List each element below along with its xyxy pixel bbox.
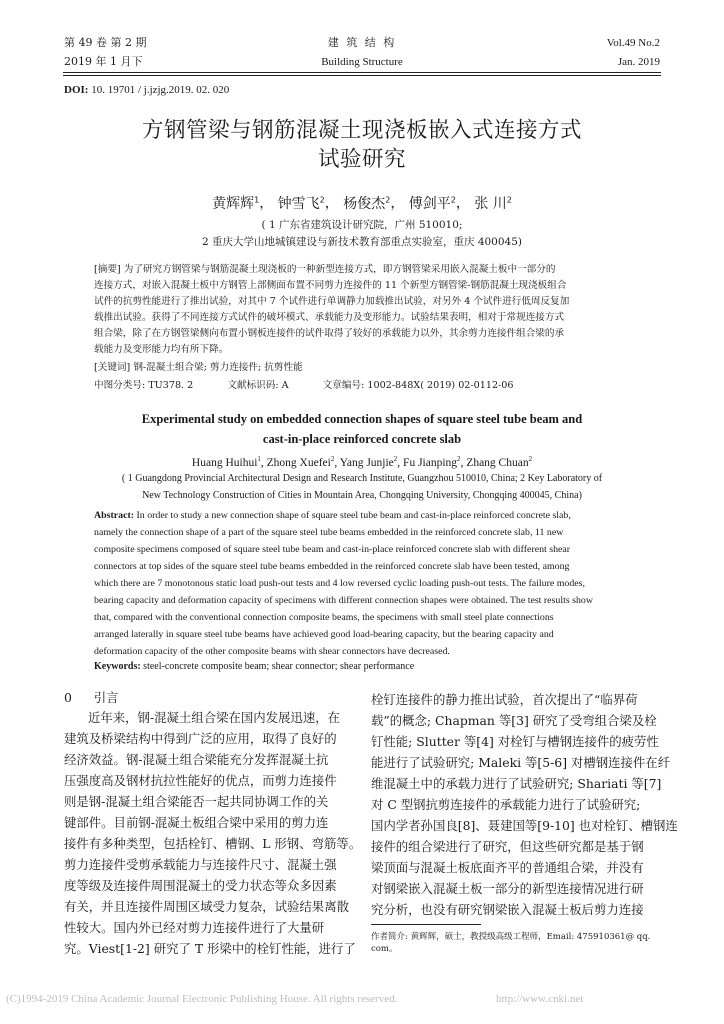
body-line: 建筑及桥梁结构中得到广泛的应用，取得了良好的 <box>64 731 337 746</box>
body-line: 能进行了试验研究; Maleki 等[5-6] 对槽钢连接件在纤 <box>371 755 671 770</box>
issue-date: 2019 年 1 月下 <box>64 55 143 68</box>
affiliation-cn-line2: 2 重庆大学山地城镇建设与新技术教育部重点实验室，重庆 400045) <box>201 236 523 248</box>
abstract-cn-line: 试件的抗剪性能进行了推出试验，对其中 7 个试件进行单调静力加载推出试验，对另外 4 个试件进行低周反复加 <box>94 296 570 307</box>
abstract-en-label: Abstract: <box>94 510 135 521</box>
clc-label: 中图分类号: <box>94 380 146 391</box>
abstract-cn-line: 载推出试验。获得了不同连接方式试件的破坏模式、承载能力及变形能力。试验结果表明，相对于常规连接方式 <box>94 312 565 323</box>
body-line: 有关，并且连接件周围区域受力复杂，试验结果离散 <box>64 899 349 914</box>
author-en: Zhong Xuefei$^2$ <box>266 455 335 469</box>
affiliation-en-line1: ( 1 Guangdong Provincial Architectural Design and Research Institute, Guangzhou 510010, China; 2 Key Laboratory of <box>121 473 603 484</box>
body-line: 压强度高及钢材抗拉性能好的优点，而剪力连接件 <box>64 773 337 788</box>
abstract-en <box>94 507 632 660</box>
body-line: 对钢梁嵌入混凝土板一部分的新型连接情况进行研 <box>371 881 644 896</box>
body-line: 度等级及连接件周围混凝土的受力状态等众多因素 <box>64 878 337 893</box>
abstract-cn-line: 为了研究方钢管梁与钢筋混凝土现浇板的一种新型连接方式，即方钢管梁采用嵌入混凝土板中一部分的 <box>123 264 556 275</box>
keywords-en-label: Keywords: <box>94 661 141 672</box>
body-line: 维混凝土中的承载力进行了试验研究; Shariati 等[7] <box>371 776 662 791</box>
abstract-cn-label: [摘要] <box>94 264 121 275</box>
abstract-en-line: composite specimens composed of square steel tube beam and cast-in-place reinforced concrete slab with different shear <box>94 544 571 555</box>
section-heading-intro <box>64 690 119 706</box>
keywords-cn-text: 钢-混凝土组合梁; 剪力连接件; 抗剪性能 <box>133 362 303 373</box>
footnote <box>371 931 663 955</box>
date-en: Jan. 2019 <box>617 56 660 68</box>
intro-left-column <box>64 707 362 959</box>
footnote-line: 作者简介: 黄辉辉，硕士，教授级高级工程师，Email: 475910361@ qq. <box>371 932 651 942</box>
doi-label: DOI: <box>64 84 89 96</box>
journal-name-cn: 建 筑 结 构 <box>327 36 397 49</box>
authors-en: Huang Huihui$^1$, Zhong Xuefei$^2$, Yang Junjie$^2$, Fu Jianping$^2$, Zhang Chuan$^2$ <box>191 455 533 469</box>
body-line: 究分析，也没有研究钢梁嵌入混凝土板后剪力连接 <box>371 902 644 917</box>
affiliation-cn-line1: ( 1 广东省建筑设计研究院，广州 510010; <box>261 219 463 231</box>
section-title: 引言 <box>93 690 119 705</box>
author-en: Fu Jianping$^2$ <box>403 455 461 469</box>
keywords-en <box>94 659 632 675</box>
authors-cn: 黄辉辉$^1$， 钟雪飞$^2$， 杨俊杰$^2$， 傅剑平$^2$， 张 川$^2$ <box>212 195 512 212</box>
body-line: 则是钢-混凝土组合梁能否一起共同协调工作的关 <box>64 794 329 809</box>
title-cn-line1: 方钢管梁与钢筋混凝土现浇板嵌入式连接方式 <box>141 118 582 143</box>
abstract-cn <box>94 262 632 358</box>
volume-en: Vol.49 No.2 <box>606 37 660 49</box>
keywords-en-text: steel-concrete composite beam; shear connector; shear performance <box>143 661 415 672</box>
author-cn: 张 川$^2$ <box>474 195 512 212</box>
body-line: 剪力连接件受剪承载能力与连接件尺寸、混凝土强 <box>64 857 337 872</box>
author-cn: 杨俊杰$^2$ <box>343 195 391 212</box>
title-cn-line2: 试验研究 <box>317 147 406 172</box>
title-en-line2: cast-in-place reinforced concrete slab <box>262 432 462 446</box>
doc-code-label: 文献标识码: <box>227 380 279 391</box>
author-cn: 钟雪飞$^2$ <box>277 195 325 212</box>
body-line: 近年来，钢-混凝土组合梁在国内发展迅速，在 <box>88 710 340 725</box>
body-line: 接件的组合梁进行了研究，但这些研究都是基于钢 <box>371 839 644 854</box>
article-number-value: 1002-848X( 2019) 02-0112-06 <box>367 380 514 391</box>
footnote-rule <box>371 924 481 925</box>
author-cn: 黄辉辉$^1$ <box>212 195 260 212</box>
author-en: Zhang Chuan$^2$ <box>466 455 533 469</box>
copyright-watermark: (C)1994-2019 China Academic Journal Electronic Publishing House. All rights reserved. <box>6 993 398 1005</box>
author-en: Huang Huihui$^1$ <box>191 455 261 469</box>
abstract-cn-line: 载能力及变形能力均有所下降。 <box>94 344 229 355</box>
body-line: 接件有多种类型，包括栓钉、槽钢、L 形钢、弯筋等。 <box>64 836 362 851</box>
classification-row <box>94 378 632 394</box>
body-line: 键部件。目前钢-混凝土板组合梁中采用的剪力连 <box>64 815 329 830</box>
intro-right-column <box>371 689 678 920</box>
cnki-url-watermark[interactable]: http://www.cnki.net <box>496 993 584 1005</box>
abstract-en-line: In order to study a new connection shape of square steel tube beam and cast-in-place reinforced concrete slab, <box>136 510 571 521</box>
abstract-cn-line: 组合梁，除了在方钢管梁侧向布置小钢板连接件的试件取得了较好的承载能力以外，其余剪力连接件组合梁的承 <box>94 328 565 339</box>
abstract-en-line: connectors at top sides of the square steel tube beams embedded in the reinforced concrete slab have been tested, among <box>94 561 570 572</box>
doc-code-value: A <box>281 380 289 391</box>
journal-name-en: Building Structure <box>321 56 403 68</box>
body-line: 国内学者孙国良[8]、聂建国等[9-10] 也对栓钉、槽钢连 <box>371 818 678 833</box>
article-number-label: 文章编号: <box>322 380 365 391</box>
keywords-cn-label: [关键词] <box>94 362 131 373</box>
volume-issue: 第 49 卷 第 2 期 <box>64 36 147 49</box>
body-line: 经济效益。钢-混凝土组合梁能充分发挥混凝土抗 <box>64 752 329 767</box>
body-line: 梁顶面与混凝土板底面齐平的普通组合梁，并没有 <box>371 860 644 875</box>
section-number: 0 <box>64 690 72 705</box>
doi-value: 10. 19701 / j.jzjg.2019. 02. 020 <box>91 84 230 96</box>
body-line: 栓钉连接件的静力推出试验，首次提出了“临界荷 <box>371 692 638 707</box>
body-line: 载”的概念; Chapman 等[3] 研究了受弯组合梁及栓 <box>371 713 657 728</box>
affiliation-en-line2: New Technology Construction of Cities in Mountain Area, Chongqing University, Chongqing 400045, China) <box>142 490 582 501</box>
body-line: 钉性能; Slutter 等[4] 对栓钉与槽钢连接件的疲劳性 <box>371 734 659 749</box>
abstract-en-line: which there are 7 monotonous static load push-out tests and 4 low reversed cyclic loading push-out tests. The failure modes, <box>94 578 585 589</box>
title-en-line1: Experimental study on embedded connection shapes of square steel tube beam and <box>141 412 583 426</box>
abstract-en-line: that, compared with the conventional connection composite beams, the specimens with small steel plate connections <box>94 612 554 623</box>
body-line: 对 C 型钢抗剪连接件的承载能力进行了试验研究; <box>371 797 641 812</box>
abstract-en-line: arranged laterally in square steel tube beams have achieved good load-bearing capacity, but the bearing capacity and <box>94 629 554 640</box>
body-line: 究。Viest[1-2] 研究了 T 形梁中的栓钉性能，进行了 <box>64 941 356 956</box>
author-en: Yang Junjie$^2$ <box>339 455 398 469</box>
footnote-line: com。 <box>371 944 398 954</box>
abstract-en-line: bearing capacity and deformation capacity of specimens with different connection shapes were obtained. The test results show <box>94 595 593 606</box>
doi[interactable] <box>64 83 229 97</box>
abstract-cn-line: 连接方式，对嵌入混凝土板中方钢管上部侧面布置不同剪力连接件的 11 个新型方钢管梁-钢筋混凝土现浇板组合 <box>94 280 567 291</box>
abstract-en-line: deformation capacity of the other composite beams with shear connectors have decreased. <box>94 646 450 657</box>
author-cn: 傅剑平$^2$ <box>408 195 456 212</box>
clc-value: TU378. 2 <box>148 380 194 391</box>
header-rule-top <box>63 72 661 73</box>
header-rule-bottom <box>63 75 661 76</box>
abstract-en-line: namely the connection shape of a part of the square steel tube beams embedded in the reinforced concrete slab, 11 new <box>94 527 564 538</box>
keywords-cn <box>94 360 632 376</box>
body-line: 性较大。国内外已经对剪力连接件进行了大量研 <box>64 920 325 935</box>
